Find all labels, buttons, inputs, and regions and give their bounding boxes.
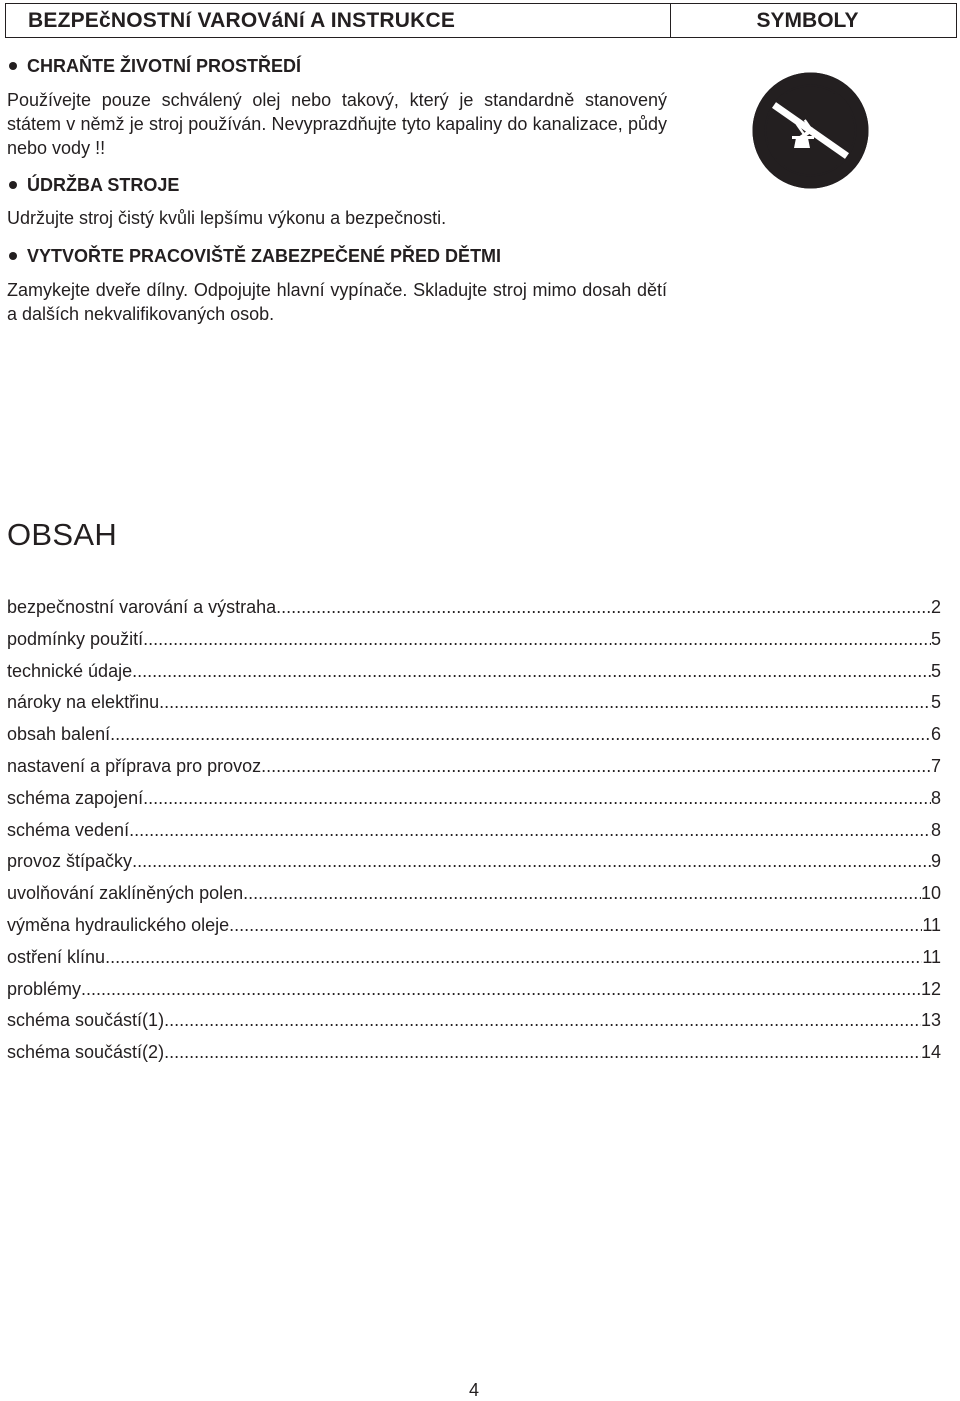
toc-item-label: bezpečnostní varování a výstraha — [7, 597, 277, 617]
toc-leader-dots — [276, 592, 931, 624]
section-heading — [7, 244, 667, 268]
toc-item-label: podmínky použití — [7, 628, 144, 649]
toc-item-page: 7 — [930, 755, 941, 776]
toc-item-label: technické údaje — [7, 660, 133, 681]
toc-item[interactable] — [7, 719, 941, 751]
toc-leader-dots — [229, 910, 922, 942]
toc-leader-dots — [164, 1037, 921, 1069]
toc-item[interactable] — [7, 878, 941, 910]
toc-item[interactable] — [7, 624, 941, 656]
section-heading-text: CHRAŇTE ŽIVOTNÍ PROSTŘEDÍ — [27, 56, 302, 76]
toc-item[interactable] — [7, 592, 941, 624]
toc-item-label: nastavení a příprava pro provoz — [7, 755, 262, 776]
bullet-icon — [9, 181, 17, 189]
bullet-icon — [9, 252, 17, 260]
toc-item-label: schéma zapojení — [7, 787, 144, 808]
toc-leader-dots — [143, 624, 931, 656]
toc-item-label: schéma vedení — [7, 819, 130, 840]
toc-item-page: 5 — [930, 660, 941, 681]
toc-item-label: výměna hydraulického oleje — [7, 914, 230, 935]
toc-item[interactable] — [7, 687, 941, 719]
toc-item-label: schéma součástí(2) — [7, 1042, 165, 1063]
toc-item-page: 11 — [922, 946, 941, 967]
toc-item-label: ostření klínu — [7, 946, 106, 967]
toc-leader-dots — [132, 846, 931, 878]
symbols-title: SYMBOLY — [756, 9, 859, 32]
toc-item-label: provoz štípačky — [7, 851, 133, 872]
section-text: Udržujte stroj čistý kvůli lepšímu výkonu a bezpečnosti. — [7, 208, 447, 228]
toc-item[interactable] — [7, 783, 941, 815]
toc-leader-dots — [164, 1005, 921, 1037]
header-table — [5, 3, 957, 38]
bullet-icon — [9, 62, 17, 70]
toc-item-page: 9 — [930, 851, 941, 872]
toc-item-page: 14 — [920, 1042, 941, 1063]
toc-leader-dots — [110, 719, 931, 751]
section-heading-text: ÚDRŽBA STROJE — [27, 175, 180, 195]
toc-item[interactable] — [7, 974, 941, 1006]
toc-item[interactable] — [7, 656, 941, 688]
toc-item-page: 5 — [930, 692, 941, 713]
header-title: BEZPEčNOSTNí VAROVáNí A INSTRUKCE — [6, 4, 671, 37]
toc-leader-dots — [81, 974, 921, 1006]
toc-title: OBSAH — [7, 517, 118, 552]
toc-leader-dots — [105, 942, 922, 974]
toc-item-page: 10 — [920, 883, 941, 904]
section-text: Používejte pouze schválený olej nebo takový, který je standardně stanovený státem v němž je stroj používán. Nevyprazdňujte tyto kapaliny do kanalizace, půdy nebo vody !! — [7, 90, 667, 158]
safety-instructions — [7, 52, 667, 326]
toc-item-label: schéma součástí(1) — [7, 1010, 165, 1031]
toc-item[interactable] — [7, 1005, 941, 1037]
toc-item[interactable] — [7, 815, 941, 847]
toc-item-label: uvolňování zaklíněných polen — [7, 883, 244, 904]
toc-leader-dots — [261, 751, 931, 783]
section-heading — [7, 173, 667, 197]
toc-item-label: nároky na elektřinu — [7, 692, 160, 713]
section-heading-text: VYTVOŘTE PRACOVIŠTĚ ZABEZPEČENÉ PŘED DĚTMI — [27, 246, 502, 266]
toc-item-page: 2 — [930, 597, 941, 617]
toc-leader-dots — [143, 783, 931, 815]
toc-item-page: 5 — [930, 628, 941, 649]
toc-item[interactable] — [7, 910, 941, 942]
toc-leader-dots — [132, 656, 931, 688]
toc-item[interactable] — [7, 1037, 941, 1069]
toc-item[interactable] — [7, 846, 941, 878]
toc-item[interactable] — [7, 751, 941, 783]
toc-item[interactable] — [7, 942, 941, 974]
toc-item-label: obsah balení — [7, 724, 111, 745]
section-heading — [7, 54, 667, 78]
toc-leader-dots — [243, 878, 921, 910]
toc-item-label: problémy — [7, 978, 82, 999]
toc-item-page: 12 — [920, 978, 941, 999]
toc-item-page: 8 — [930, 787, 941, 808]
section-text: Zamykejte dveře dílny. Odpojujte hlavní vypínače. Skladujte stroj mimo dosah dětí a dalších nekvalifikovaných osob. — [7, 280, 667, 324]
table-of-contents — [7, 592, 941, 1069]
page-number: 4 — [468, 1380, 479, 1400]
toc-leader-dots — [159, 687, 931, 719]
toc-item-page: 13 — [920, 1010, 941, 1031]
toc-item-page: 6 — [930, 724, 941, 745]
toc-item-page: 11 — [922, 914, 941, 935]
toc-leader-dots — [129, 815, 931, 847]
toc-item-page: 8 — [930, 819, 941, 840]
no-fork-oil-disposal-icon — [752, 72, 869, 189]
